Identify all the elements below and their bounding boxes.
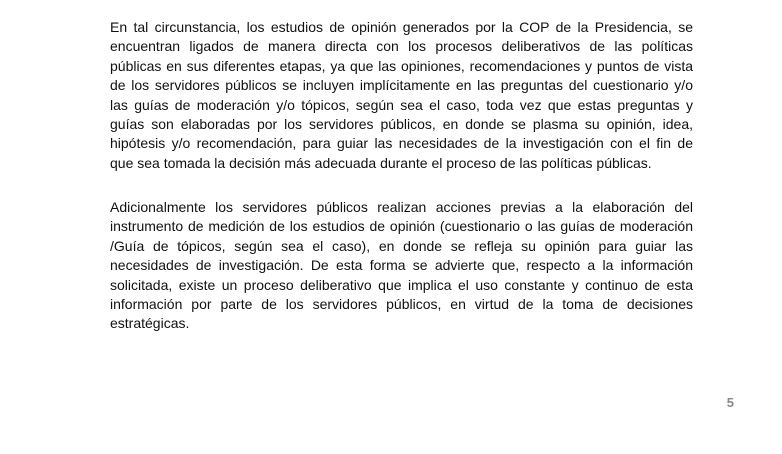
page-number: 5 xyxy=(726,395,734,410)
paragraph-1-line-8: que sea tomada la decisión más adecuada durante el proceso de las políticas públicas. xyxy=(110,154,652,171)
paragraph-1-line-2: encuentran ligados de manera directa con los procesos deliberativos de las políticas xyxy=(110,38,693,55)
paragraph-2-line-3: /Guía de tópicos, según sea el caso), en donde se refleja su opinión para guiar las xyxy=(110,237,693,254)
paragraph-2-line-2: instrumento de medición de los estudios de opinión (cuestionario o las guías de moderación xyxy=(110,218,693,235)
paragraph-1-line-1: En tal circunstancia, los estudios de opinión generados por la COP de la Presidencia, se xyxy=(110,19,693,35)
paragraph-1-line-7: hipótesis y/o recomendación, para guiar las necesidades de la investigación con el fin de xyxy=(110,135,693,152)
paragraph-2-line-5: solicitada, existe un proceso deliberativo que implica el uso constante y continuo de esta xyxy=(110,276,693,293)
paragraph-1-line-4: de los servidores públicos se incluyen implícitamente en las preguntas del cuestionario y/o xyxy=(110,77,693,94)
paragraph-2-line-1: Adicionalmente los servidores públicos realizan acciones previas a la elaboración del xyxy=(110,199,693,215)
paragraph-1-line-5: las guías de moderación y/o tópicos, según sea el caso, toda vez que estas preguntas y xyxy=(110,96,693,113)
paragraph-2-line-7: estratégicas. xyxy=(110,315,190,332)
paragraph-2-line-6: información por parte de los servidores públicos, en virtud de la toma de decisiones xyxy=(110,295,693,312)
paragraph-2-line-4: necesidades de investigación. De esta forma se advierte que, respecto a la información xyxy=(110,257,693,274)
paragraph-1-line-6: guías son elaboradas por los servidores públicos, en donde se plasma su opinión, idea, xyxy=(110,115,693,132)
paragraph-1-line-3: públicas en sus diferentes etapas, ya que las opiniones, recomendaciones y puntos de vista xyxy=(110,57,693,74)
paragraph-1 xyxy=(110,18,693,173)
paragraph-2 xyxy=(110,198,693,334)
